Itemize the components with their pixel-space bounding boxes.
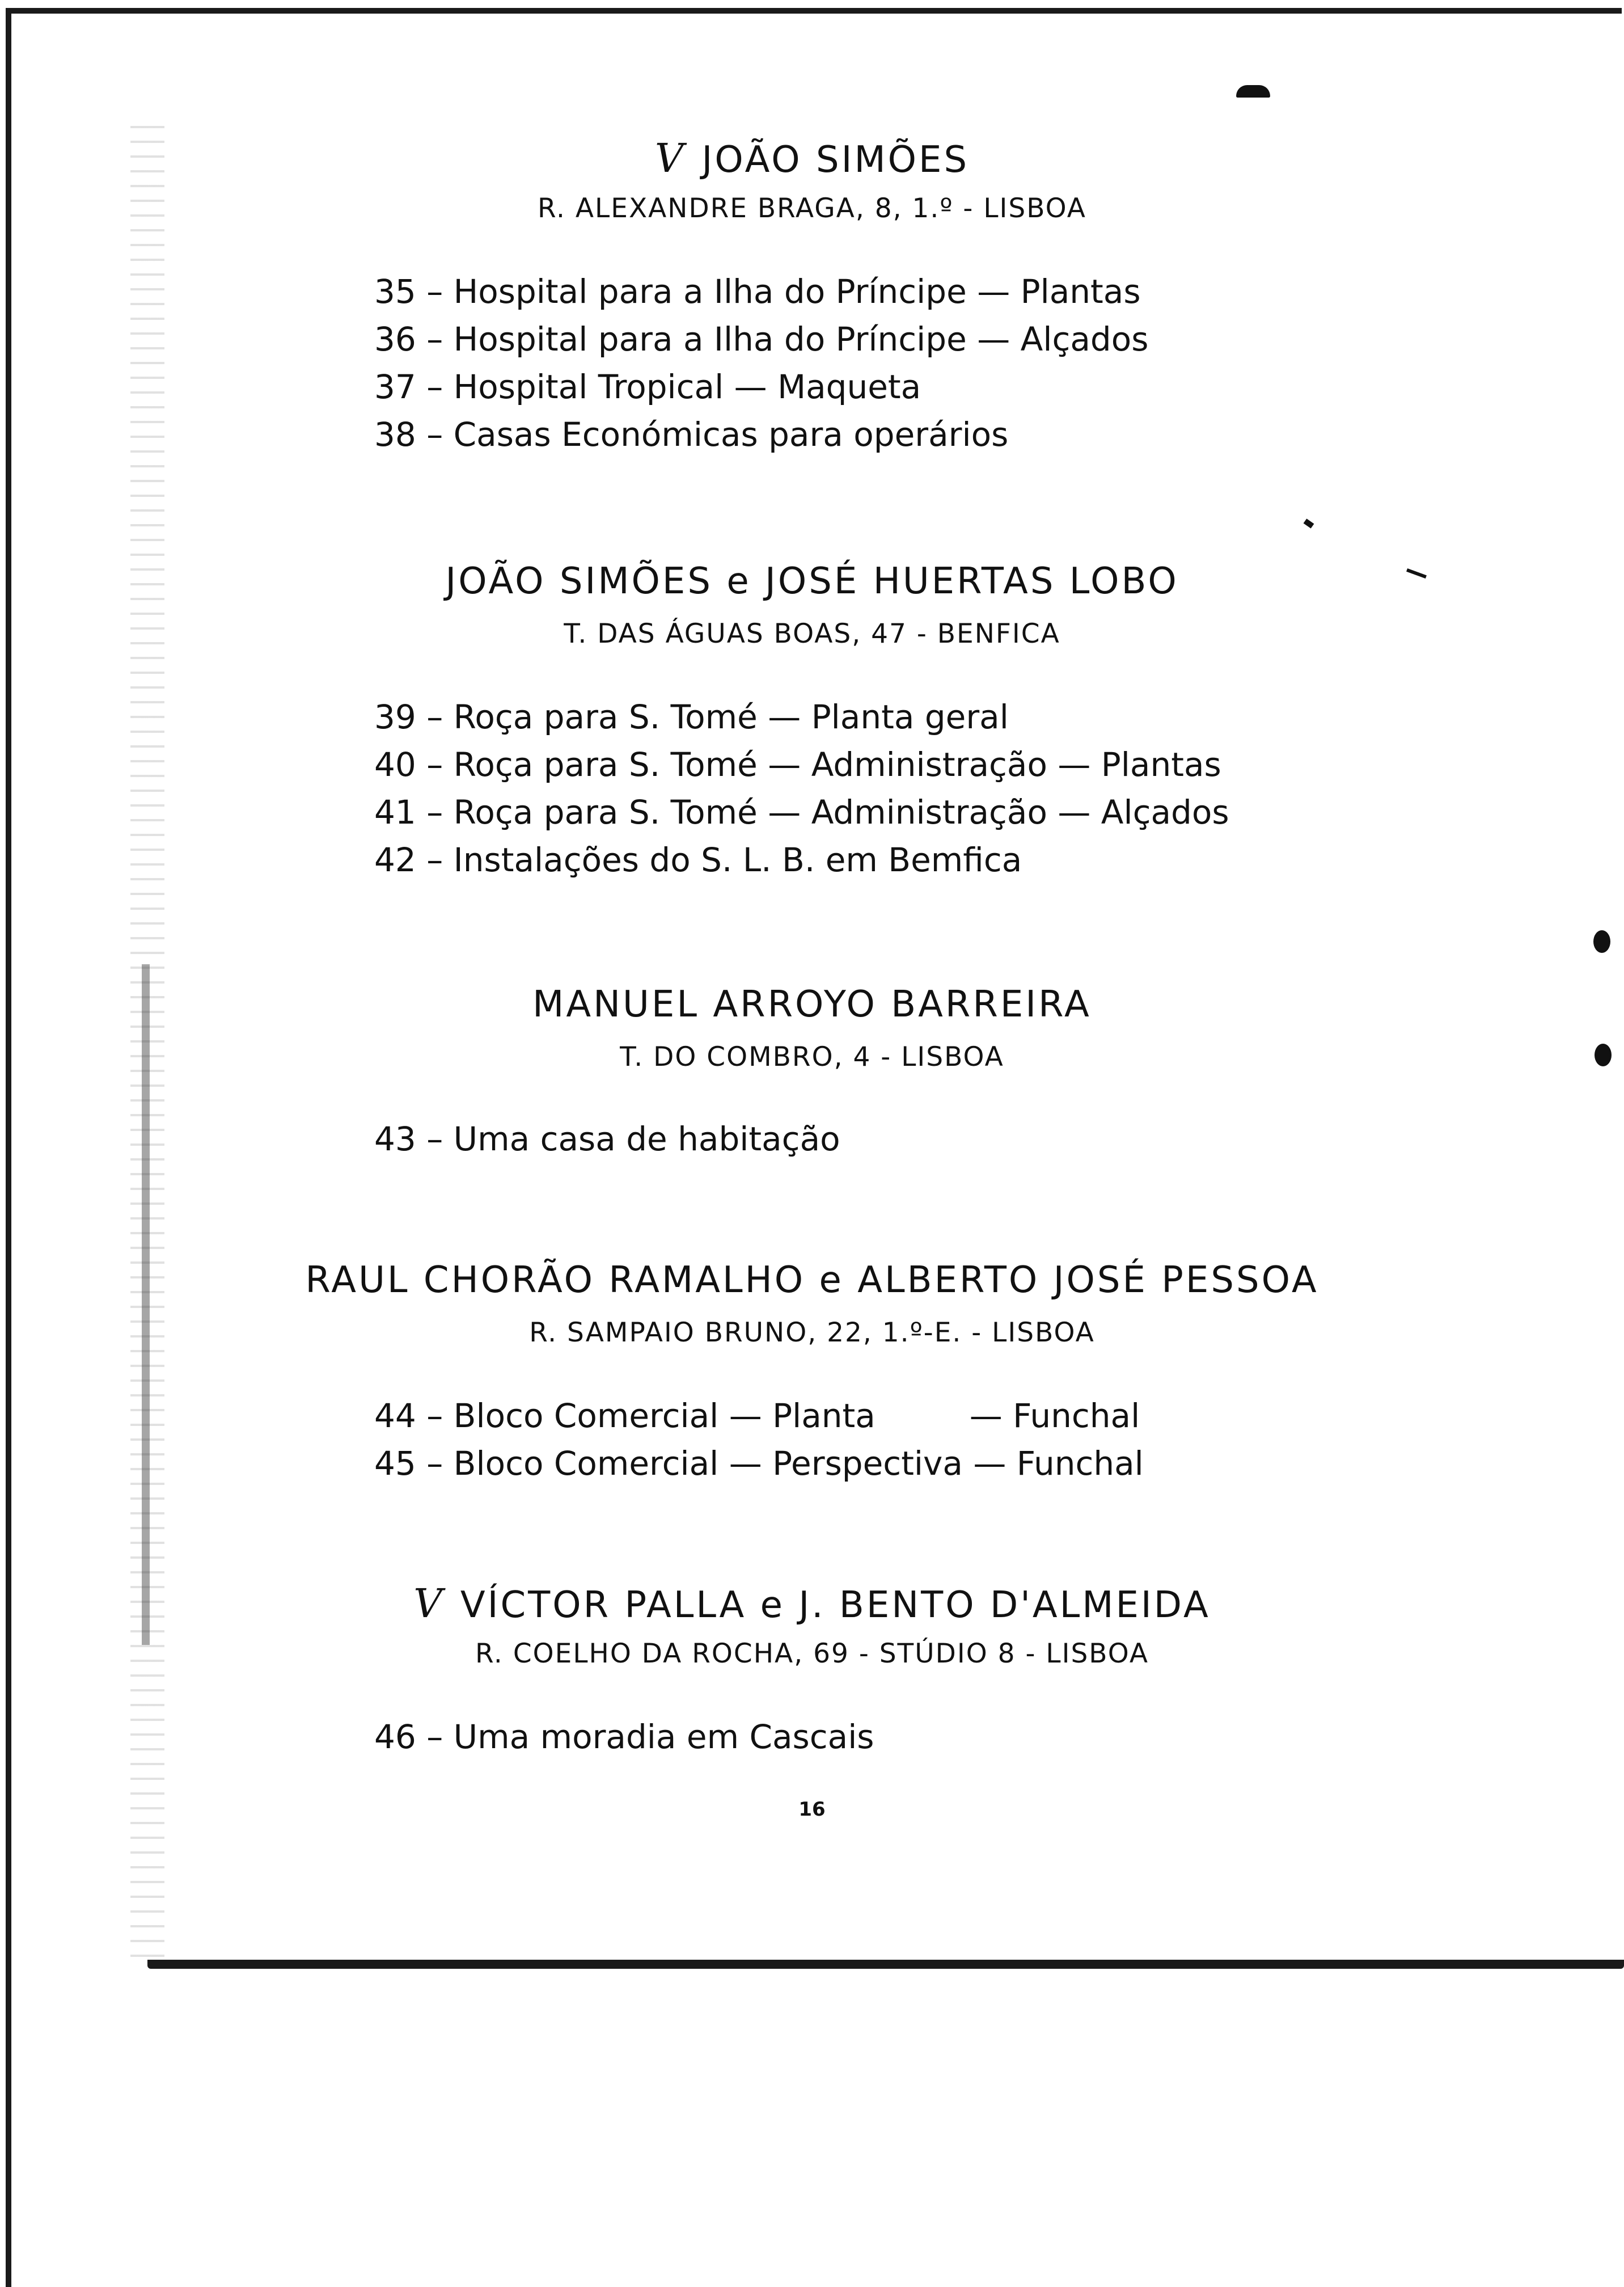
- page-border-bottom: [147, 1960, 1624, 1969]
- architect-name: MANUEL ARROYO BARREIRA: [532, 984, 1092, 1026]
- ink-mark: [1236, 85, 1270, 98]
- check-mark-icon: V: [654, 135, 686, 182]
- exhibit-list: [374, 1713, 874, 1761]
- architect-address: T. DO COMBRO, 4 - LISBOA: [620, 1041, 1004, 1073]
- exhibit-item: 37 – Hospital Tropical — Maqueta: [374, 368, 921, 406]
- exhibit-item: 44 – Bloco Comercial — Planta — Funchal: [374, 1396, 1140, 1435]
- exhibit-item: 36 – Hospital para a Ilha do Príncipe — Alçados: [374, 320, 1149, 358]
- exhibit-item: 46 – Uma moradia em Cascais: [374, 1718, 874, 1756]
- architect-name: V JOÃO SIMÕES: [654, 135, 970, 182]
- exhibit-item: 35 – Hospital para a Ilha do Príncipe — Plantas: [374, 272, 1141, 311]
- ink-mark: [1593, 930, 1610, 953]
- ink-mark: [1304, 518, 1314, 528]
- architect-name: RAUL CHORÃO RAMALHO e ALBERTO JOSÉ PESSOA: [305, 1259, 1319, 1301]
- check-mark-icon: V: [413, 1580, 445, 1627]
- exhibit-item: 42 – Instalações do S. L. B. em Bemfica: [374, 841, 1022, 879]
- exhibit-list: [374, 268, 1148, 458]
- architect-address: R. SAMPAIO BRUNO, 22, 1.º-E. - LISBOA: [529, 1317, 1095, 1348]
- architect-address: R. COELHO DA ROCHA, 69 - STÚDIO 8 - LISBOA: [475, 1638, 1149, 1669]
- exhibit-item: 39 – Roça para S. Tomé — Planta geral: [374, 698, 1009, 736]
- exhibit-item: 45 – Bloco Comercial — Perspectiva — Funchal: [374, 1444, 1144, 1483]
- page-number: 16: [798, 1798, 826, 1821]
- architect-address: R. ALEXANDRE BRAGA, 8, 1.º - LISBOA: [538, 193, 1086, 224]
- ink-mark: [1595, 1044, 1612, 1066]
- architect-address: T. DAS ÁGUAS BOAS, 47 - BENFICA: [564, 618, 1060, 649]
- architect-name: V VÍCTOR PALLA e J. BENTO D'ALMEIDA: [413, 1580, 1211, 1627]
- exhibit-list: [374, 693, 1229, 884]
- exhibit-item: 38 – Casas Económicas para operários: [374, 415, 1009, 454]
- architect-name: JOÃO SIMÕES e JOSÉ HUERTAS LOBO: [445, 560, 1179, 602]
- exhibit-item: 40 – Roça para S. Tomé — Administração — Plantas: [374, 745, 1221, 784]
- exhibit-list: [374, 1115, 840, 1163]
- exhibit-item: 43 – Uma casa de habitação: [374, 1120, 840, 1158]
- exhibit-list: [374, 1392, 1144, 1487]
- exhibit-item: 41 – Roça para S. Tomé — Administração — Alçados: [374, 793, 1229, 832]
